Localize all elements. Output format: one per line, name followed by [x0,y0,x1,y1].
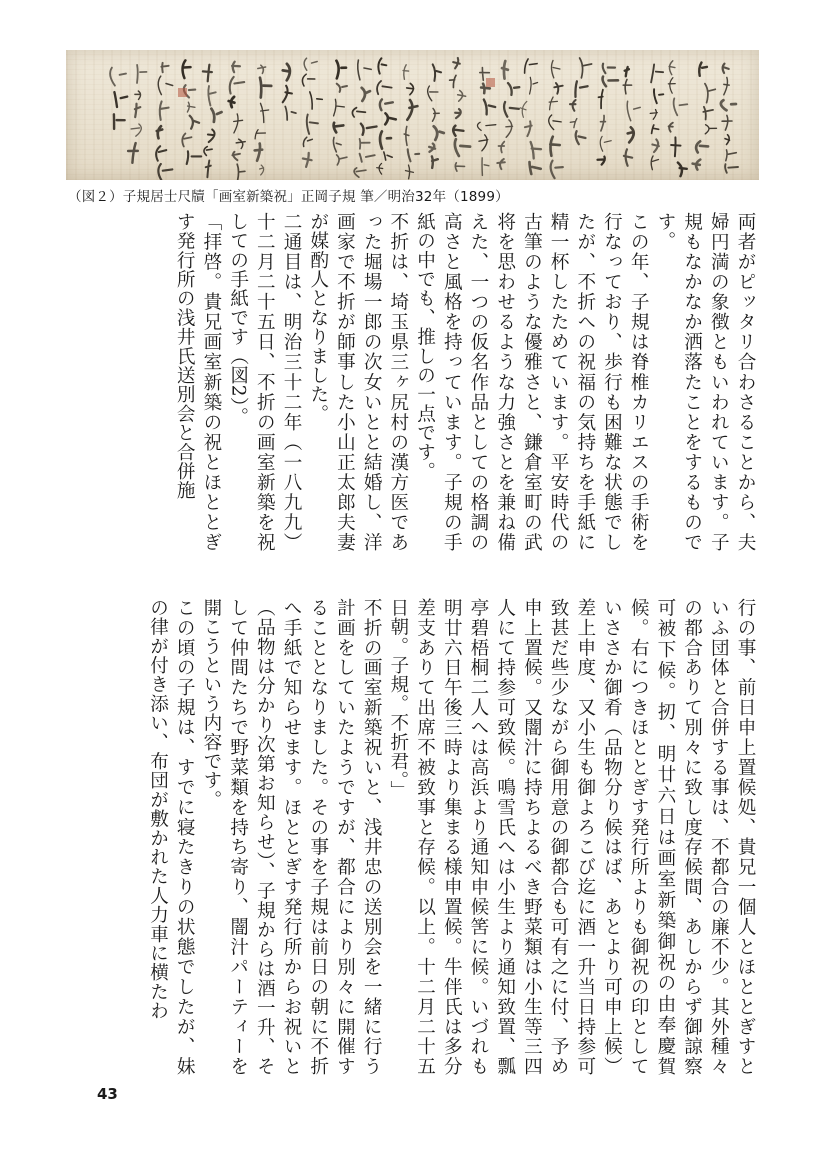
page-number: 43 [97,1085,118,1103]
paragraph: この年、子規は脊椎カリエスの手術を行なっており、歩行も困難な状態でしたが、不折への祝福の気持ちを手紙に精一杯したためています。平安時代の古筆のような優雅さと、鎌倉室町の武将を思わせるような力強さとを兼ね備えた、一つの仮名作品としての格調の高さと風格を持っています。子規の手紙の中でも、推しの一点です。 [414,212,650,552]
figure-caption: （図２）子規居士尺牘「画室新築祝」正岡子規 筆／明治32年（1899） [68,189,509,205]
paragraph: 「拝啓。貴兄画室新築の祝とほととぎす発行所の浅井氏送別会と合併施 [174,212,222,552]
paragraph: 行の事、前日申上置候処、貴兄一個人とほととぎすといふ団体と合併する事は、不都合の廉不少。其外種々の都合ありて別々に致し度存候間、あしからず御諒察可被下候。扨、明廿六日は画室新築御祝の由奉慶賀候。右につきほととぎす発行所よりも御祝の印としていささか御肴（品物分り候はば、あとより可申上候）差上申度、又小生も御よろこび迄に酒一升当日持参可致甚だ些少ながら御用意の御都合も可有之に付、予め申上置候。又闇汁に持ちよるべき野菜類は小生等三四人にて持参可致候。鳴雪氏へは小生より通知致置、瓢亭碧梧桐二人へは高浜より通知申候筈に候。いづれも明廿六日午後三時より集まる様申置候。牛伴氏は多分差支ありて出席不被致事と存候。以上。十二月二十五日朝。子規。不折君。」 [387,598,756,1076]
paragraph: この頃の子規は、すでに寝たきりの状態でしたが、妹の律が付き添い、布団が敷かれた人力車に横たわ [147,598,196,1076]
paragraph: 不折は、埼玉県三ヶ尻村の漢方医であった堀場一郎の次女いとと結婚し、洋画家で不折が師事した小山正太郎夫妻が媒酌人となりました。 [307,212,409,552]
paragraph: 両者がピッタリ合わさることから、夫婦円満の象徴ともいわれています。子規もなかなか洒落たことをするものです。 [654,212,756,552]
paragraph: 二通目は、明治三十二年（一八九九）十二月二十五日、不折の画室新築を祝しての手紙です（図2）。 [227,212,303,552]
handwritten-letter-scroll [66,50,759,180]
calligraphy-strokes [66,50,759,180]
bottom-text-block [78,598,758,1076]
paragraph: 不折の画室新築祝いと、浅井忠の送別会を一緒に行う計画をしていたようですが、都合により別々に開催することとなりました。その事を子規は前日の朝に不折へ手紙で知らせます。ほととぎす発行所からお祝いと（品物は分かり次第お知らせ）、子規からは酒一升、そして仲間たちで野菜類を持ち寄り、闇汁パーティーを開こうという内容です。 [200,598,383,1076]
top-text-block [78,212,758,552]
